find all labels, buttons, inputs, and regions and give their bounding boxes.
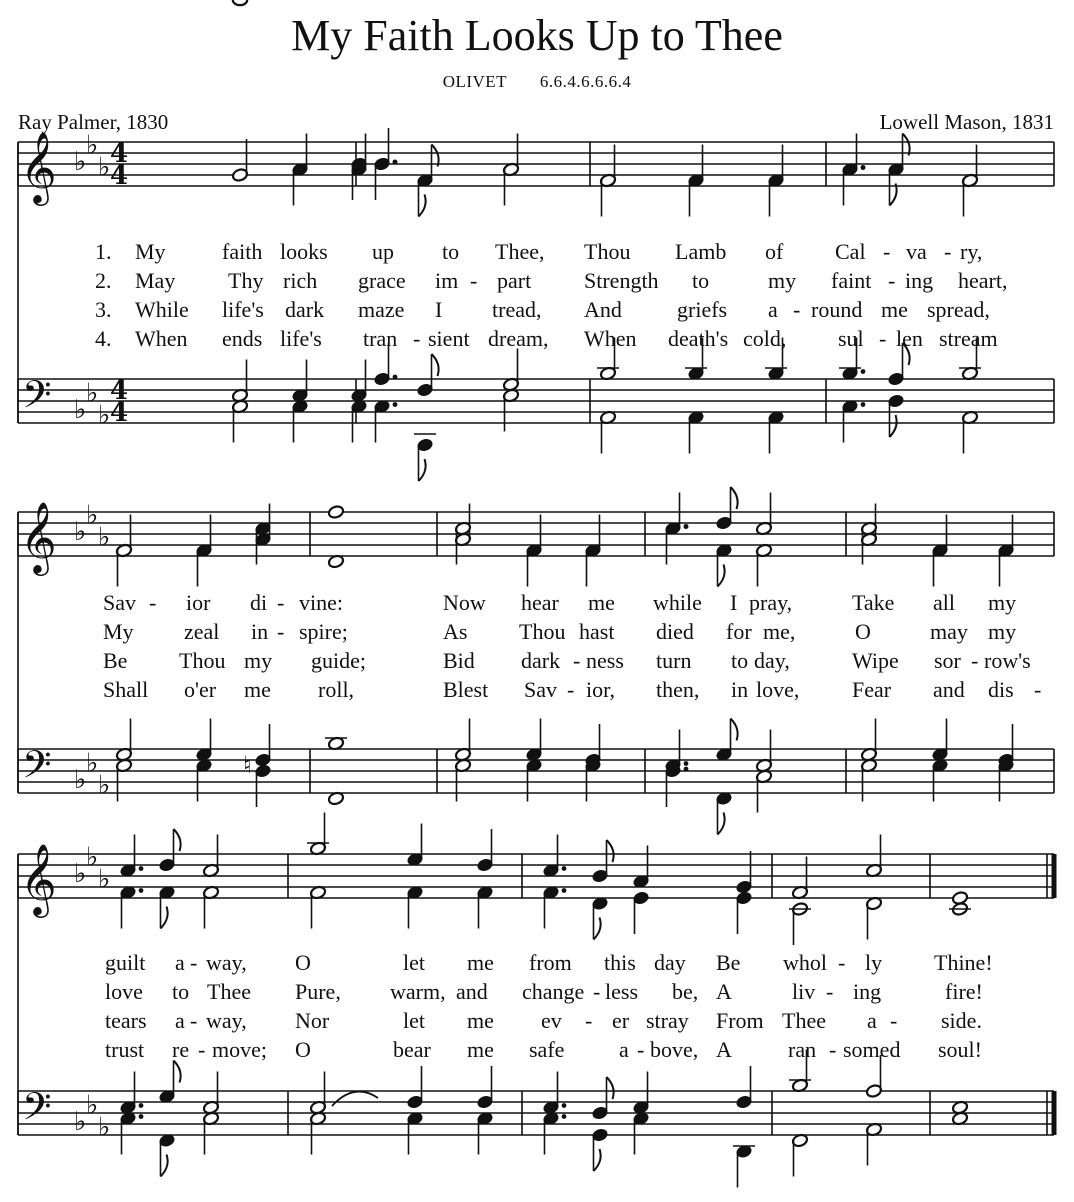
lyric-syllable: -: [593, 979, 601, 1004]
lyric-syllable: all: [933, 590, 955, 615]
flat-sign: ♭: [98, 522, 111, 553]
lyric-syllable: re: [172, 1037, 190, 1062]
music-credit: Lowell Mason, 1831: [879, 110, 1054, 134]
lyric-syllable: ends: [222, 326, 263, 351]
lyric-syllable: -: [567, 677, 575, 702]
lyric-syllable: and: [933, 677, 965, 702]
flat-sign: ♭: [98, 1112, 111, 1143]
flag: [607, 840, 614, 862]
dot: [139, 866, 144, 871]
dot: [861, 402, 866, 407]
lyric-syllable: me: [244, 677, 271, 702]
lyric-syllable: my: [988, 590, 1017, 615]
flat-sign: ♭: [98, 400, 111, 431]
flag: [718, 813, 725, 835]
time-signature-digit: 4: [110, 376, 129, 406]
flag: [174, 1061, 181, 1083]
lyric-syllable: a: [867, 1008, 877, 1033]
natural-sign: ♮: [243, 751, 252, 779]
lyric-syllable: Thee,: [495, 239, 545, 264]
lyric-syllable: in: [251, 619, 269, 644]
time-signature-digit: 4: [110, 139, 129, 169]
lyric-syllable: my: [768, 268, 797, 293]
lyric-syllable: Thee: [207, 979, 251, 1004]
lyric-syllable: trust: [105, 1037, 145, 1062]
flag: [594, 918, 601, 940]
lyric-syllable: to: [692, 268, 710, 293]
dot: [562, 866, 567, 871]
lyric-syllable: let: [403, 1008, 425, 1033]
flag: [419, 195, 426, 217]
lyric-syllable: let: [403, 950, 425, 975]
lyric-syllable: way,: [206, 1008, 247, 1033]
lyric-syllable: -: [573, 648, 581, 673]
dot: [139, 1114, 144, 1119]
lyric-syllable: up: [372, 239, 394, 264]
lyric-syllable: -: [890, 1008, 898, 1033]
lyric-syllable: change: [522, 979, 585, 1004]
lyric-syllable: soul!: [938, 1037, 982, 1062]
lyric-syllable: liv: [792, 979, 816, 1004]
lyric-line: [103, 619, 1016, 644]
lyric-syllable: -: [826, 979, 834, 1004]
lyric-syllable: roll,: [318, 677, 355, 702]
lyric-syllable: and: [456, 979, 488, 1004]
lyric-syllable: to: [731, 648, 749, 673]
lyric-syllable: I: [730, 590, 738, 615]
bass-clef: 𝄢: [22, 372, 52, 426]
tune-name: OLIVET: [442, 72, 508, 91]
lyric-syllable: dis: [988, 677, 1014, 702]
lyric-syllable: ry,: [960, 239, 983, 264]
hymn-title: My Faith Looks Up to Thee: [291, 11, 783, 60]
lyric-syllable: -: [198, 1037, 206, 1062]
lyric-syllable: Wipe: [852, 648, 899, 673]
lyric-line: [105, 1008, 982, 1033]
flag: [890, 415, 897, 437]
lyric-syllable: -: [190, 1008, 198, 1033]
lyric-syllable: may: [930, 619, 968, 644]
lyric-syllable: -: [1034, 677, 1042, 702]
lyric-syllable: -: [277, 619, 285, 644]
flat-sign: ♭: [74, 859, 87, 889]
flag: [731, 487, 738, 509]
lyric-syllable: guide;: [311, 648, 366, 673]
lyric-syllable: round: [811, 297, 863, 322]
lyric-syllable: A: [716, 1037, 732, 1062]
time-signature-digit: 4: [110, 398, 129, 428]
lyric-syllable: faith: [222, 239, 263, 264]
lyric-syllable: -: [277, 590, 285, 615]
lyric-syllable: my: [988, 619, 1017, 644]
dot: [393, 160, 398, 165]
lyric-syllable: way,: [206, 950, 247, 975]
lyric-syllable: O: [295, 950, 311, 975]
dot: [562, 1114, 567, 1119]
lyric-syllable: dark: [521, 648, 561, 673]
lyric-syllable: for: [726, 619, 752, 644]
lyric-syllable: -: [883, 239, 891, 264]
lyric-syllable: Cal: [835, 239, 866, 264]
lyric-syllable: pray,: [749, 590, 793, 615]
lyric-syllable: ness: [586, 648, 624, 673]
flag: [594, 1149, 601, 1171]
lyric-syllable: sient: [428, 326, 470, 351]
lyric-syllable: -: [888, 268, 896, 293]
lyric-syllable: hear: [521, 590, 559, 615]
dot: [684, 767, 689, 772]
lyric-syllable: -: [829, 1037, 837, 1062]
time-signature-digit: 4: [110, 161, 129, 191]
dot: [139, 888, 144, 893]
lyric-syllable: Thou: [519, 619, 566, 644]
lyric-line: [95, 326, 998, 351]
treble-clef: 𝄞: [20, 500, 57, 573]
dot: [861, 165, 866, 170]
lyric-syllable: While: [135, 297, 189, 322]
lyric-syllable: grace: [358, 268, 406, 293]
lyric-syllable: dark: [285, 297, 325, 322]
lyric-syllable: May: [135, 268, 176, 293]
flat-sign: ♭: [86, 378, 99, 409]
lyric-syllable: 4.: [95, 326, 112, 351]
lyric-syllable: Pure,: [295, 979, 341, 1004]
lyric-syllable: ior,: [586, 677, 616, 702]
dot: [393, 375, 398, 380]
lyric-syllable: Thee: [782, 1008, 826, 1033]
dot: [684, 761, 689, 766]
flat-sign: ♭: [86, 842, 99, 873]
lyric-syllable: zeal: [184, 619, 220, 644]
flag: [419, 459, 426, 481]
lyric-syllable: to: [442, 239, 460, 264]
flat-sign: ♭: [98, 864, 111, 895]
lyric-syllable: day: [654, 950, 686, 975]
lyric-syllable: love,: [756, 677, 800, 702]
lyric-syllable: maze: [358, 297, 405, 322]
text-credit: Ray Palmer, 1830: [18, 110, 169, 134]
lyric-syllable: Thy: [228, 268, 264, 293]
lyric-syllable: I: [435, 297, 443, 322]
lyric-line: [105, 979, 983, 1004]
lyric-syllable: a: [175, 950, 185, 975]
flat-sign: ♭: [74, 147, 87, 177]
lyric-line: [105, 1037, 982, 1062]
lyric-syllable: move;: [212, 1037, 267, 1062]
lyric-line: [95, 297, 990, 322]
lyrics-system-3: [105, 950, 993, 1062]
lyric-line: [103, 677, 1041, 702]
flat-sign: ♭: [74, 395, 87, 425]
lyric-syllable: to: [172, 979, 190, 1004]
lyric-syllable: row's: [984, 648, 1031, 673]
lyric-syllable: me: [467, 1008, 494, 1033]
flat-sign: ♭: [86, 130, 99, 161]
flat-sign: ♭: [74, 765, 87, 795]
lyric-syllable: griefs: [677, 297, 728, 322]
flat-sign: ♭: [86, 500, 99, 531]
lyric-syllable: Be: [103, 648, 128, 673]
lyric-syllable: tran: [363, 326, 398, 351]
lyric-syllable: fire!: [945, 979, 983, 1004]
lyric-syllable: 2.: [95, 268, 112, 293]
flat-sign: ♭: [86, 1090, 99, 1121]
lyric-syllable: -: [190, 950, 198, 975]
lyric-syllable: side.: [941, 1008, 982, 1033]
treble-clef: 𝄞: [20, 842, 57, 915]
lyric-syllable: faint: [831, 268, 872, 293]
treble-staff-2: [18, 500, 1054, 576]
lyric-syllable: di: [250, 590, 268, 615]
lyric-syllable: a: [619, 1037, 629, 1062]
lyric-syllable: ing: [853, 979, 882, 1004]
dot: [562, 888, 567, 893]
slur: [332, 1092, 378, 1106]
lyric-syllable: me: [467, 950, 494, 975]
lyric-syllable: ly: [865, 950, 883, 975]
lyric-syllable: Now: [443, 590, 486, 615]
lyric-syllable: -: [944, 239, 952, 264]
lyric-syllable: this: [604, 950, 636, 975]
lyric-syllable: less: [605, 979, 638, 1004]
dot: [139, 1103, 144, 1108]
lyric-syllable: ing: [905, 268, 934, 293]
lyric-syllable: me: [881, 297, 908, 322]
lyric-syllable: heart,: [958, 268, 1008, 293]
lyric-syllable: And: [584, 297, 622, 322]
lyric-syllable: bove,: [650, 1037, 699, 1062]
lyric-line: [95, 268, 1007, 293]
bass-clef: 𝄢: [22, 742, 52, 796]
lyric-syllable: turn: [656, 648, 692, 673]
lyric-syllable: sor: [934, 648, 961, 673]
lyric-syllable: 3.: [95, 297, 112, 322]
flag: [607, 1077, 614, 1099]
lyric-syllable: sul: [838, 326, 864, 351]
lyric-syllable: len: [896, 326, 923, 351]
lyric-syllable: a: [768, 297, 778, 322]
lyric-syllable: part: [497, 268, 532, 293]
lyric-syllable: spread,: [927, 297, 990, 322]
lyric-syllable: 1.: [95, 239, 112, 264]
lyric-syllable: then,: [656, 677, 700, 702]
lyric-syllable: My: [103, 619, 134, 644]
lyric-syllable: stream: [939, 326, 998, 351]
notehead: [327, 505, 344, 520]
lyric-syllable: My: [135, 239, 166, 264]
flag: [161, 1155, 168, 1177]
lyric-syllable: -: [149, 590, 157, 615]
lyric-syllable: As: [443, 619, 468, 644]
lyric-syllable: me: [588, 590, 615, 615]
flag: [718, 565, 725, 587]
lyric-syllable: whol: [783, 950, 827, 975]
flag: [432, 354, 439, 376]
lyric-syllable: bear: [393, 1037, 431, 1062]
lyric-syllable: spire;: [299, 619, 348, 644]
lyric-syllable: Thou: [179, 648, 226, 673]
lyric-syllable: me: [467, 1037, 494, 1062]
lyric-line: [95, 239, 982, 264]
lyric-syllable: me,: [763, 619, 796, 644]
lyric-syllable: looks: [280, 239, 328, 264]
lyric-syllable: vine:: [299, 590, 343, 615]
lyric-syllable: -: [879, 326, 887, 351]
lyric-line: [103, 648, 1031, 673]
lyric-syllable: ior: [186, 590, 211, 615]
lyric-syllable: of: [765, 239, 784, 264]
meter: 6.6.4.6.6.6.4: [539, 72, 632, 91]
lyric-syllable: Sav: [103, 590, 136, 615]
flat-sign: ♭: [86, 748, 99, 779]
lyric-syllable: Lamb: [675, 239, 727, 264]
dot: [393, 402, 398, 407]
lyric-syllable: ran: [788, 1037, 817, 1062]
lyric-syllable: Nor: [295, 1008, 330, 1033]
treble-clef: 𝄞: [20, 130, 57, 203]
flag: [731, 719, 738, 741]
lyric-syllable: When: [135, 326, 188, 351]
lyric-syllable: o'er: [184, 677, 217, 702]
lyric-syllable: Be: [716, 950, 741, 975]
lyric-syllable: O: [855, 619, 871, 644]
dot: [861, 369, 866, 374]
lyric-syllable: ev: [541, 1008, 562, 1033]
lyric-syllable: rich: [283, 268, 318, 293]
lyric-syllable: dream,: [488, 326, 549, 351]
lyric-syllable: -: [971, 648, 979, 673]
lyric-syllable: Thou: [584, 239, 631, 264]
lyric-syllable: Fear: [852, 677, 892, 702]
lyric-syllable: A: [716, 979, 732, 1004]
flat-sign: ♭: [74, 1107, 87, 1137]
lyric-syllable: cold,: [743, 326, 787, 351]
dot: [562, 1103, 567, 1108]
lyric-line: [105, 950, 993, 975]
lyric-syllable: -: [637, 1037, 645, 1062]
lyric-syllable: va: [906, 239, 927, 264]
dot: [684, 524, 689, 529]
lyric-syllable: while: [653, 590, 702, 615]
lyric-syllable: im: [435, 268, 459, 293]
lyric-syllable: From: [716, 1008, 764, 1033]
flat-sign: ♭: [98, 770, 111, 801]
notehead: [233, 0, 247, 5]
lyric-syllable: -: [793, 297, 801, 322]
lyric-syllable: safe: [529, 1037, 565, 1062]
lyric-syllable: died: [656, 619, 694, 644]
lyric-syllable: guilt: [105, 950, 146, 975]
lyric-syllable: Strength: [584, 268, 659, 293]
bass-clef: 𝄢: [22, 1084, 52, 1138]
lyric-syllable: stray: [646, 1008, 689, 1033]
lyric-syllable: -: [413, 326, 421, 351]
lyric-syllable: hast: [579, 619, 615, 644]
flat-sign: ♭: [74, 517, 87, 547]
lyric-syllable: day,: [754, 648, 790, 673]
lyric-syllable: my: [244, 648, 273, 673]
lyric-syllable: Blest: [443, 677, 489, 702]
lyric-syllable: warm,: [390, 979, 446, 1004]
lyric-syllable: tread,: [492, 297, 542, 322]
flag: [161, 907, 168, 929]
lyric-syllable: be,: [672, 979, 699, 1004]
lyric-syllable: death's: [668, 326, 729, 351]
lyric-syllable: in: [731, 677, 749, 702]
lyric-syllable: Shall: [103, 677, 149, 702]
lyric-syllable: O: [295, 1037, 311, 1062]
lyric-line: [103, 590, 1016, 615]
lyric-syllable: love: [105, 979, 143, 1004]
lyrics-system-2: [103, 590, 1041, 702]
lyrics-system-1: [95, 239, 1007, 351]
lyric-syllable: Thine!: [934, 950, 993, 975]
lyric-syllable: -: [470, 268, 478, 293]
flag: [174, 829, 181, 851]
lyric-syllable: Bid: [443, 648, 475, 673]
lyric-syllable: Take: [852, 590, 895, 615]
lyric-syllable: Sav: [524, 677, 557, 702]
lyric-syllable: from: [529, 950, 572, 975]
flat-sign: ♭: [98, 152, 111, 183]
lyric-syllable: somed: [843, 1037, 901, 1062]
lyric-syllable: When: [584, 326, 637, 351]
lyric-syllable: tears: [105, 1008, 147, 1033]
lyric-syllable: a: [175, 1008, 185, 1033]
lyric-syllable: -: [585, 1008, 593, 1033]
lyric-syllable: er: [612, 1008, 630, 1033]
lyric-syllable: -: [838, 950, 846, 975]
lyric-syllable: life's: [222, 297, 264, 322]
lyric-syllable: life's: [280, 326, 322, 351]
